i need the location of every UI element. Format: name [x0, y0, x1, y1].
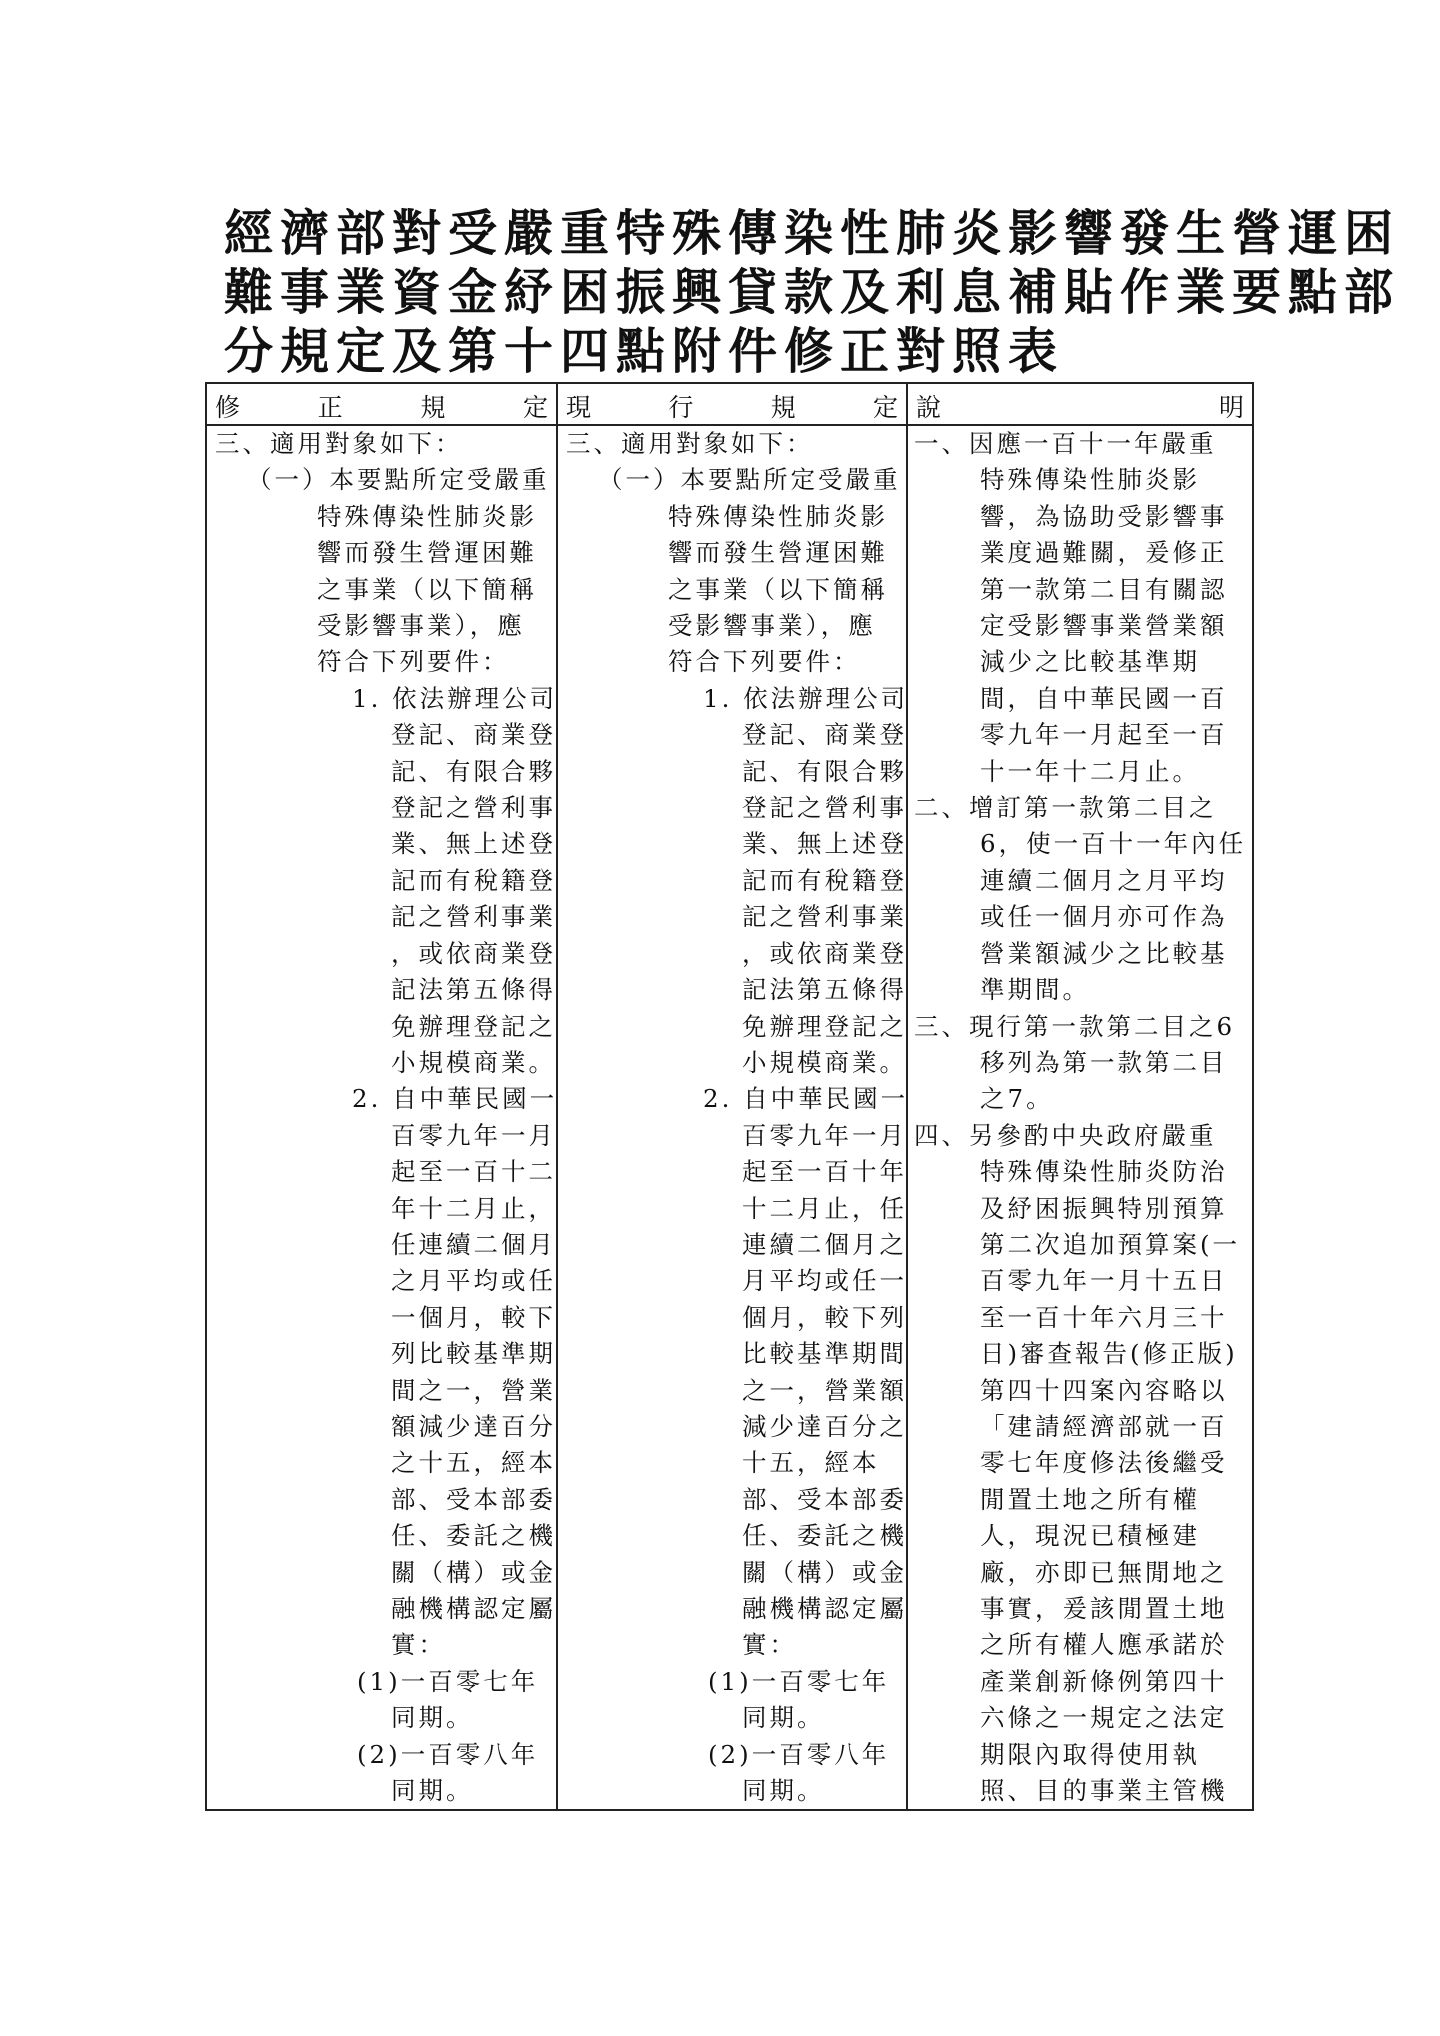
text-line: 起至一百十年 [742, 1157, 907, 1187]
explanation-text [908, 426, 1252, 1809]
text-line: 符合下列要件： [668, 647, 861, 677]
text-line: 連續二個月之月平均 [980, 865, 1228, 895]
text-line: 融機構認定屬 [391, 1594, 556, 1623]
table-row [206, 425, 1253, 1810]
text-line: 之7。 [980, 1084, 1054, 1114]
text-line: 之事業（以下簡稱 [668, 574, 888, 604]
text-line: 免辦理登記之 [391, 1011, 556, 1041]
text-line: 定受影響事業營業額 [980, 611, 1228, 641]
text-line: 融機構認定屬 [742, 1594, 907, 1623]
text-line: 響而發生營運困難 [317, 538, 537, 568]
text-line: 六條之一規定之法定 [980, 1703, 1228, 1733]
text-line: 特殊傳染性肺炎影 [668, 501, 888, 531]
header-char: 行 [668, 393, 694, 422]
text-line: 或任一個月亦可作為 [980, 902, 1228, 932]
text-line: 第四十四案內容略以 [980, 1375, 1228, 1405]
text-line: (2)一百零八年 [357, 1739, 539, 1769]
text-line: 零七年度修法後繼受 [980, 1448, 1228, 1478]
text-line: (2)一百零八年 [708, 1739, 890, 1769]
header-char: 正 [317, 393, 343, 422]
document-title [224, 204, 1401, 381]
text-line: 日)審查報告(修正版) [980, 1339, 1238, 1369]
text-line: 營業額減少之比較基 [980, 938, 1228, 968]
header-char: 修 [215, 393, 241, 422]
text-line: 第二次追加預算案(一 [980, 1229, 1241, 1259]
text-line: 小規模商業。 [742, 1047, 907, 1077]
text-line: 關（構）或金 [391, 1557, 556, 1587]
text-line: 個月，較下列 [742, 1302, 907, 1332]
text-line: 部、受本部委 [742, 1484, 907, 1514]
text-line: (1)一百零七年 [357, 1666, 539, 1696]
header-char: 規 [420, 393, 446, 422]
header-amended [206, 383, 557, 425]
title-line: 難事業資金紓困振興貸款及利息補貼作業要點部 [224, 263, 1401, 321]
text-line: 記之營利事業 [742, 902, 907, 932]
text-line: 間之一，營業 [391, 1375, 556, 1405]
text-line: 起至一百十二 [391, 1157, 556, 1187]
text-line: 任連續二個月 [391, 1229, 556, 1259]
text-line: 任、委託之機 [742, 1521, 907, 1551]
text-line: 之事業（以下簡稱 [317, 574, 537, 604]
text-line: 之一，營業額 [742, 1375, 907, 1405]
text-line: 實： [391, 1630, 446, 1660]
text-line: 廠，亦即已無閒地之 [980, 1557, 1228, 1587]
text-line: 業度過難關，爰修正 [980, 538, 1228, 568]
text-line: 之月平均或任 [391, 1266, 556, 1296]
text-line: 百零九年一月十五日 [980, 1266, 1228, 1296]
text-line: 記而有稅籍登 [391, 865, 556, 895]
text-line: （一）本要點所定受嚴重 [598, 465, 901, 495]
text-line: 間，自中華民國一百 [980, 683, 1228, 713]
text-line: 減少之比較基準期 [980, 647, 1200, 677]
text-line: 6，使一百十一年內任 [980, 829, 1247, 859]
text-line: 響，為協助受影響事 [980, 501, 1228, 531]
text-line: 第一款第二目有關認 [980, 574, 1228, 604]
text-line: 「建請經濟部就一百 [980, 1411, 1228, 1441]
text-line: 一個月，較下 [391, 1302, 556, 1332]
header-explanation [907, 383, 1253, 425]
header-char: 說 [916, 393, 942, 422]
text-line: 小規模商業。 [391, 1047, 556, 1077]
text-line: 登記、商業登 [742, 720, 907, 750]
text-line: 特殊傳染性肺炎影 [980, 465, 1200, 495]
text-line: 比較基準期間 [742, 1339, 907, 1369]
amended-provisions-text [207, 426, 556, 1809]
text-line: 人，現況已積極建 [980, 1521, 1200, 1551]
text-line: 月平均或任一 [742, 1266, 907, 1296]
text-line: 同期。 [391, 1703, 474, 1733]
explanation-cell [907, 425, 1253, 1810]
text-line: 及紓困振興特別預算 [980, 1193, 1228, 1223]
text-line: 登記、商業登 [391, 720, 556, 750]
text-line: 關（構）或金 [742, 1557, 907, 1587]
text-line: 1. 依法辦理公司 [352, 683, 558, 713]
text-line: 記法第五條得 [391, 975, 556, 1005]
header-char: 定 [522, 393, 548, 422]
text-line: 同期。 [742, 1703, 825, 1733]
header-char: 定 [872, 393, 898, 422]
text-line: (1)一百零七年 [708, 1666, 890, 1696]
text-line: 一、因應一百十一年嚴重 [914, 429, 1217, 458]
current-provisions-text [558, 426, 909, 1809]
text-line: 連續二個月之 [742, 1229, 907, 1259]
text-line: 減少達百分之 [742, 1411, 907, 1441]
text-line: 記、有限合夥 [391, 756, 556, 786]
text-line: 同期。 [391, 1776, 474, 1806]
text-line: 受影響事業），應 [668, 611, 876, 641]
text-line: 登記之營利事 [742, 793, 907, 823]
text-line: 業、無上述登 [391, 829, 556, 859]
amended-provisions-cell [206, 425, 557, 1810]
current-provisions-cell [557, 425, 907, 1810]
text-line: 2. 自中華民國一 [352, 1084, 558, 1114]
text-line: 2. 自中華民國一 [703, 1084, 909, 1114]
text-line: 移列為第一款第二目 [980, 1047, 1228, 1077]
text-line: 零九年一月起至一百 [980, 720, 1228, 750]
text-line: 記法第五條得 [742, 975, 907, 1005]
text-line: 三、適用對象如下： [566, 429, 814, 458]
text-line: 至一百十年六月三十 [980, 1302, 1228, 1332]
table-header-row [206, 383, 1253, 425]
text-line: 記、有限合夥 [742, 756, 907, 786]
text-line: 之十五，經本 [391, 1448, 556, 1478]
header-current [557, 383, 907, 425]
text-line: ，或依商業登 [742, 938, 907, 968]
text-line: 特殊傳染性肺炎影 [317, 501, 537, 531]
text-line: 免辦理登記之 [742, 1011, 907, 1041]
text-line: 照、目的事業主管機 [980, 1776, 1228, 1806]
text-line: 百零九年一月 [742, 1120, 907, 1150]
text-line: 1. 依法辦理公司 [703, 683, 909, 713]
text-line: 十一年十二月止。 [980, 756, 1200, 786]
text-line: 二、增訂第一款第二目之 [914, 793, 1217, 823]
text-line: 期限內取得使用執 [980, 1739, 1200, 1769]
text-line: 登記之營利事 [391, 793, 556, 823]
text-line: 業、無上述登 [742, 829, 907, 859]
text-line: 百零九年一月 [391, 1120, 556, 1150]
text-line: 三、現行第一款第二目之6 [914, 1011, 1236, 1041]
text-line: 產業創新條例第四十 [980, 1666, 1228, 1696]
header-char: 明 [1218, 393, 1244, 422]
text-line: 年十二月止， [391, 1193, 556, 1223]
header-char: 現 [566, 393, 592, 422]
text-line: 準期間。 [980, 975, 1090, 1005]
text-line: 十二月止，任 [742, 1193, 907, 1223]
title-line: 分規定及第十四點附件修正對照表 [224, 322, 1065, 380]
text-line: 部、受本部委 [391, 1484, 556, 1514]
text-line: 之所有權人應承諾於 [980, 1630, 1228, 1660]
text-line: 特殊傳染性肺炎防治 [980, 1157, 1228, 1187]
text-line: 記之營利事業 [391, 902, 556, 932]
text-line: 任、委託之機 [391, 1521, 556, 1551]
comparison-table [205, 382, 1254, 1811]
text-line: 實： [742, 1630, 797, 1660]
text-line: 四、另參酌中央政府嚴重 [914, 1120, 1217, 1150]
text-line: 閒置土地之所有權 [980, 1484, 1200, 1514]
title-line: 經濟部對受嚴重特殊傳染性肺炎影響發生營運困 [224, 204, 1401, 262]
text-line: 符合下列要件： [317, 647, 510, 677]
text-line: 記而有稅籍登 [742, 865, 907, 895]
text-line: 列比較基準期 [391, 1339, 556, 1369]
text-line: 事實，爰該閒置土地 [980, 1594, 1228, 1623]
text-line: （一）本要點所定受嚴重 [247, 465, 550, 495]
text-line: 三、適用對象如下： [215, 429, 463, 458]
text-line: ，或依商業登 [391, 938, 556, 968]
text-line: 受影響事業），應 [317, 611, 525, 641]
text-line: 十五，經本 [742, 1448, 880, 1478]
text-line: 響而發生營運困難 [668, 538, 888, 568]
header-char: 規 [770, 393, 796, 422]
text-line: 額減少達百分 [391, 1411, 556, 1441]
text-line: 同期。 [742, 1776, 825, 1806]
